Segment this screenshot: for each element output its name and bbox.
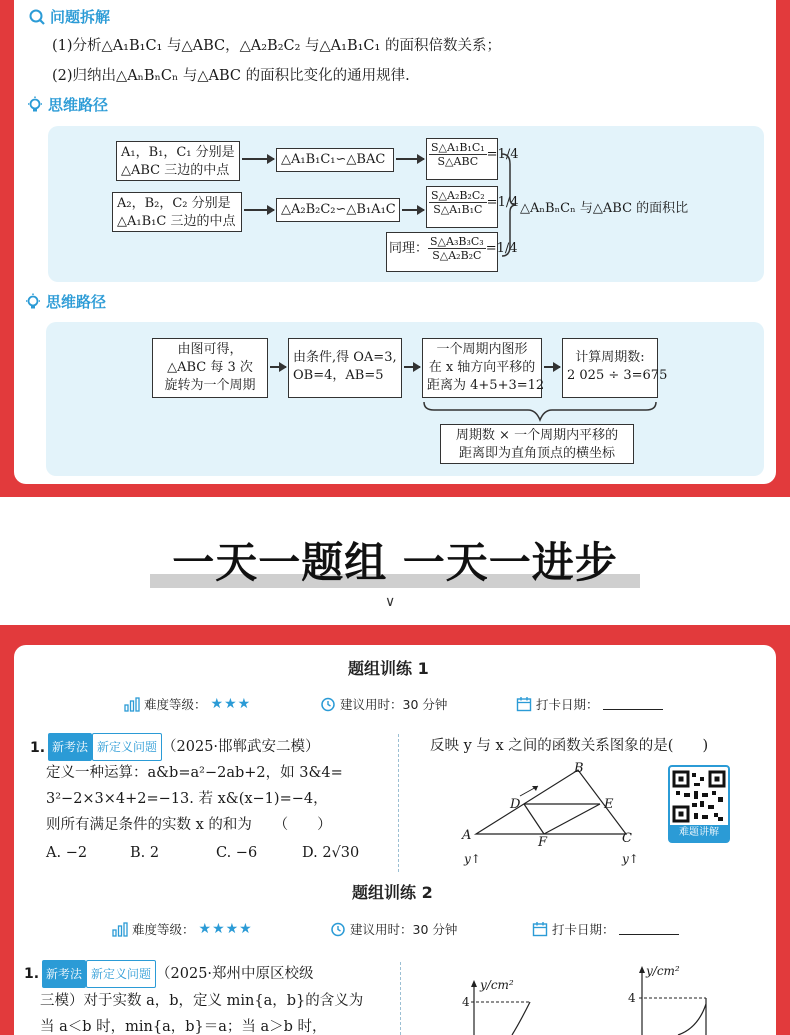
- q2-line2: 当 a＜b 时，min{a，b}＝a；当 a＞b 时，: [40, 1019, 327, 1035]
- diagram2-step2: [288, 338, 402, 398]
- group1-title: [348, 656, 429, 679]
- task-1: (1)分析△A₁B₁C₁ 与△ABC，△A₂B₂C₂ 与△A₁B₁C₁ 的面积倍数关系；: [52, 38, 501, 54]
- label-E: E: [604, 797, 614, 812]
- group2-title-text: 题组训练 2: [352, 883, 433, 902]
- group1-date: [516, 695, 663, 713]
- thinking-heading-2: [24, 291, 106, 312]
- diagram1-conclusion: △AₙBₙCₙ 与△ABC 的面积比: [520, 201, 689, 216]
- q2-source: （2025·郑州中原区校级: [156, 966, 314, 982]
- ratio2-value: =1/4: [486, 195, 519, 210]
- new-method-tag: 新考法: [42, 960, 86, 988]
- step5-line2: 距离即为直角顶点的横坐标: [458, 446, 615, 461]
- q1-line3: 则所有满足条件的实数 x 的和为 （ ）: [46, 817, 332, 833]
- same-prefix: 同理：: [389, 241, 429, 256]
- lightbulb-icon: [26, 96, 44, 114]
- step4-line2: 2 025 ÷ 3=675: [567, 368, 668, 383]
- lightbulb-icon: [24, 293, 42, 311]
- diagram1-arrow1: [242, 158, 274, 160]
- diagram2-arrow2: [404, 366, 420, 368]
- group2-title: [352, 880, 433, 903]
- step3-line2: 在 x 轴方向平移的: [428, 360, 536, 375]
- bar-chart-icon: [112, 921, 128, 937]
- q1-option-a[interactable]: A. −2: [46, 845, 88, 861]
- date-label: 打卡日期：: [536, 697, 599, 712]
- thinking-heading-2-text: 思维路径: [46, 293, 107, 311]
- ratio1-denominator: S△ABC: [437, 155, 479, 168]
- difficulty-stars: ★★★: [210, 696, 252, 712]
- group2-time: [330, 920, 457, 938]
- time-label: 建议用时：30 分钟: [340, 697, 448, 712]
- ratio1-value: =1/4: [486, 147, 519, 162]
- ratio1-numerator: S△A₁B₁C₁: [431, 141, 485, 154]
- calendar-icon: [532, 921, 548, 937]
- graph-1-tick: 4: [462, 995, 470, 1009]
- ratio3-value: =1/4: [485, 241, 518, 256]
- diagram2-step1: [152, 338, 268, 398]
- new-method-tag: 新考法: [48, 733, 92, 761]
- diagram1-box4: △A₂B₂C₂∽△B₁A₁C: [276, 198, 400, 222]
- date-blank[interactable]: [619, 923, 679, 935]
- question-type-tag: 新定义问题: [86, 960, 156, 988]
- magnifier-icon: [28, 8, 46, 26]
- analysis-heading: [28, 6, 110, 27]
- right-q-line: 反映 y 与 x 之间的函数关系图象的是( ): [430, 738, 709, 754]
- graph-y-label-2: y↑: [622, 852, 639, 866]
- qr-code[interactable]: [668, 765, 730, 843]
- diagram2-step4: [562, 338, 668, 398]
- diagram2-step3: [422, 338, 545, 398]
- graph-y-label-1: y↑: [464, 852, 481, 866]
- time-label: 建议用时：30 分钟: [350, 922, 458, 937]
- graph-2-ylabel: y/cm²: [646, 964, 680, 978]
- q2-header: [42, 960, 314, 988]
- q1-line2: 3²−2×3×4+2=−13. 若 x&(x−1)=−4，: [46, 791, 328, 807]
- y2-text: y: [622, 852, 629, 866]
- bar-chart-icon: [124, 696, 140, 712]
- group2-date: [532, 920, 679, 938]
- clock-icon: [320, 696, 336, 712]
- diagram2-step5: [440, 424, 634, 464]
- diagram2-arrow3: [544, 366, 560, 368]
- step3-line3: 距离为 4+5+3=12: [427, 378, 545, 393]
- q1-option-b[interactable]: B. 2: [130, 845, 160, 861]
- q1-source: （2025·邯郸武安二模）: [162, 739, 320, 755]
- step1-line1: 由图可得，: [177, 342, 243, 357]
- diagram1-ratio2: [426, 186, 519, 228]
- group1-difficulty: [124, 695, 251, 713]
- diagram2-arrow1: [270, 366, 286, 368]
- diagram1-box3-line2: △A₁B₁C 三边的中点: [117, 214, 236, 229]
- graph-1-ylabel: y/cm²: [480, 978, 514, 992]
- label-B: B: [574, 761, 584, 776]
- qr-pattern: [670, 769, 728, 825]
- group1-time: [320, 695, 447, 713]
- ratio3-numerator: S△A₃B₃C₃: [430, 235, 484, 248]
- graph-2-tick: 4: [628, 991, 636, 1005]
- task-2: (2)归纳出△AₙBₙCₙ 与△ABC 的面积比变化的通用规律.: [52, 68, 410, 84]
- diagram1-box1: [116, 141, 240, 181]
- q2-line1: 三模）对于实数 a，b，定义 min{a，b}的含义为: [40, 993, 364, 1009]
- q1-line1: 定义一种运算：a&b=a²−2ab+2，如 3&4=: [46, 765, 343, 781]
- step4-line1: 计算周期数:: [575, 350, 645, 365]
- q1-option-c[interactable]: C. −6: [216, 845, 258, 861]
- diagram1-box1-line1: A₁，B₁，C₁ 分别是: [121, 145, 235, 160]
- label-D: D: [510, 797, 521, 812]
- diagram1-brace: [500, 150, 520, 260]
- thinking-heading-1-text: 思维路径: [48, 96, 109, 114]
- label-C: C: [622, 831, 632, 846]
- slogan-text: 一天一题组 一天一进步: [172, 538, 618, 587]
- difficulty-stars: ★★★★: [198, 921, 253, 937]
- analysis-heading-text: 问题拆解: [50, 8, 111, 26]
- difficulty-label: 难度等级：: [132, 922, 195, 937]
- diagram1-box3-line1: A₂，B₂，C₂ 分别是: [117, 196, 231, 211]
- ratio2-numerator: S△A₂B₂C₂: [431, 189, 485, 202]
- column-divider: [398, 734, 399, 872]
- question-type-tag: 新定义问题: [92, 733, 162, 761]
- step5-line1: 周期数 × 一个周期内平移的: [455, 428, 619, 443]
- group1-title-text: 题组训练 1: [348, 659, 429, 678]
- thinking-heading-1: [26, 94, 108, 115]
- diagram1-box3: [112, 192, 242, 232]
- step2-line2: OB=4，AB=5: [293, 368, 384, 383]
- q1-number: 1.: [30, 740, 46, 756]
- date-label: 打卡日期：: [552, 922, 615, 937]
- date-blank[interactable]: [603, 698, 663, 710]
- diagram1-box1-line2: △ABC 三边的中点: [121, 163, 230, 178]
- label-A: A: [462, 828, 472, 843]
- ratio2-denominator: S△A₁B₁C: [433, 203, 483, 216]
- q1-option-d[interactable]: D. 2√30: [302, 845, 360, 861]
- step2-line1: 由条件,得 OA=3,: [293, 350, 397, 365]
- qr-label: 难题讲解: [670, 825, 728, 841]
- diagram1-box2: △A₁B₁C₁∽△BAC: [276, 148, 394, 172]
- diagram1-ratio3: [386, 232, 518, 272]
- calendar-icon: [516, 696, 532, 712]
- slogan-banner: [150, 530, 640, 588]
- diagram2-brace: [422, 400, 658, 424]
- step1-line2: △ABC 每 3 次: [167, 360, 253, 375]
- diagram1-arrow4: [402, 209, 424, 211]
- triangle-figure: [458, 756, 648, 848]
- step1-line3: 旋转为一个周期: [164, 378, 256, 393]
- group2-difficulty: [112, 920, 253, 938]
- ratio3-denominator: S△A₂B₂C: [432, 249, 482, 262]
- diagram1-ratio1: [426, 138, 519, 180]
- diagram1-arrow2: [396, 158, 424, 160]
- label-F: F: [538, 835, 548, 850]
- clock-icon: [330, 921, 346, 937]
- q1-header: [48, 733, 320, 761]
- difficulty-label: 难度等级：: [144, 697, 207, 712]
- diagram1-arrow3: [244, 209, 274, 211]
- column-divider-2: [400, 962, 401, 1035]
- y1-text: y: [464, 852, 471, 866]
- step3-line1: 一个周期内图形: [436, 342, 528, 357]
- chevron-down-icon: ∨: [385, 594, 396, 610]
- q2-number: 1.: [24, 966, 40, 982]
